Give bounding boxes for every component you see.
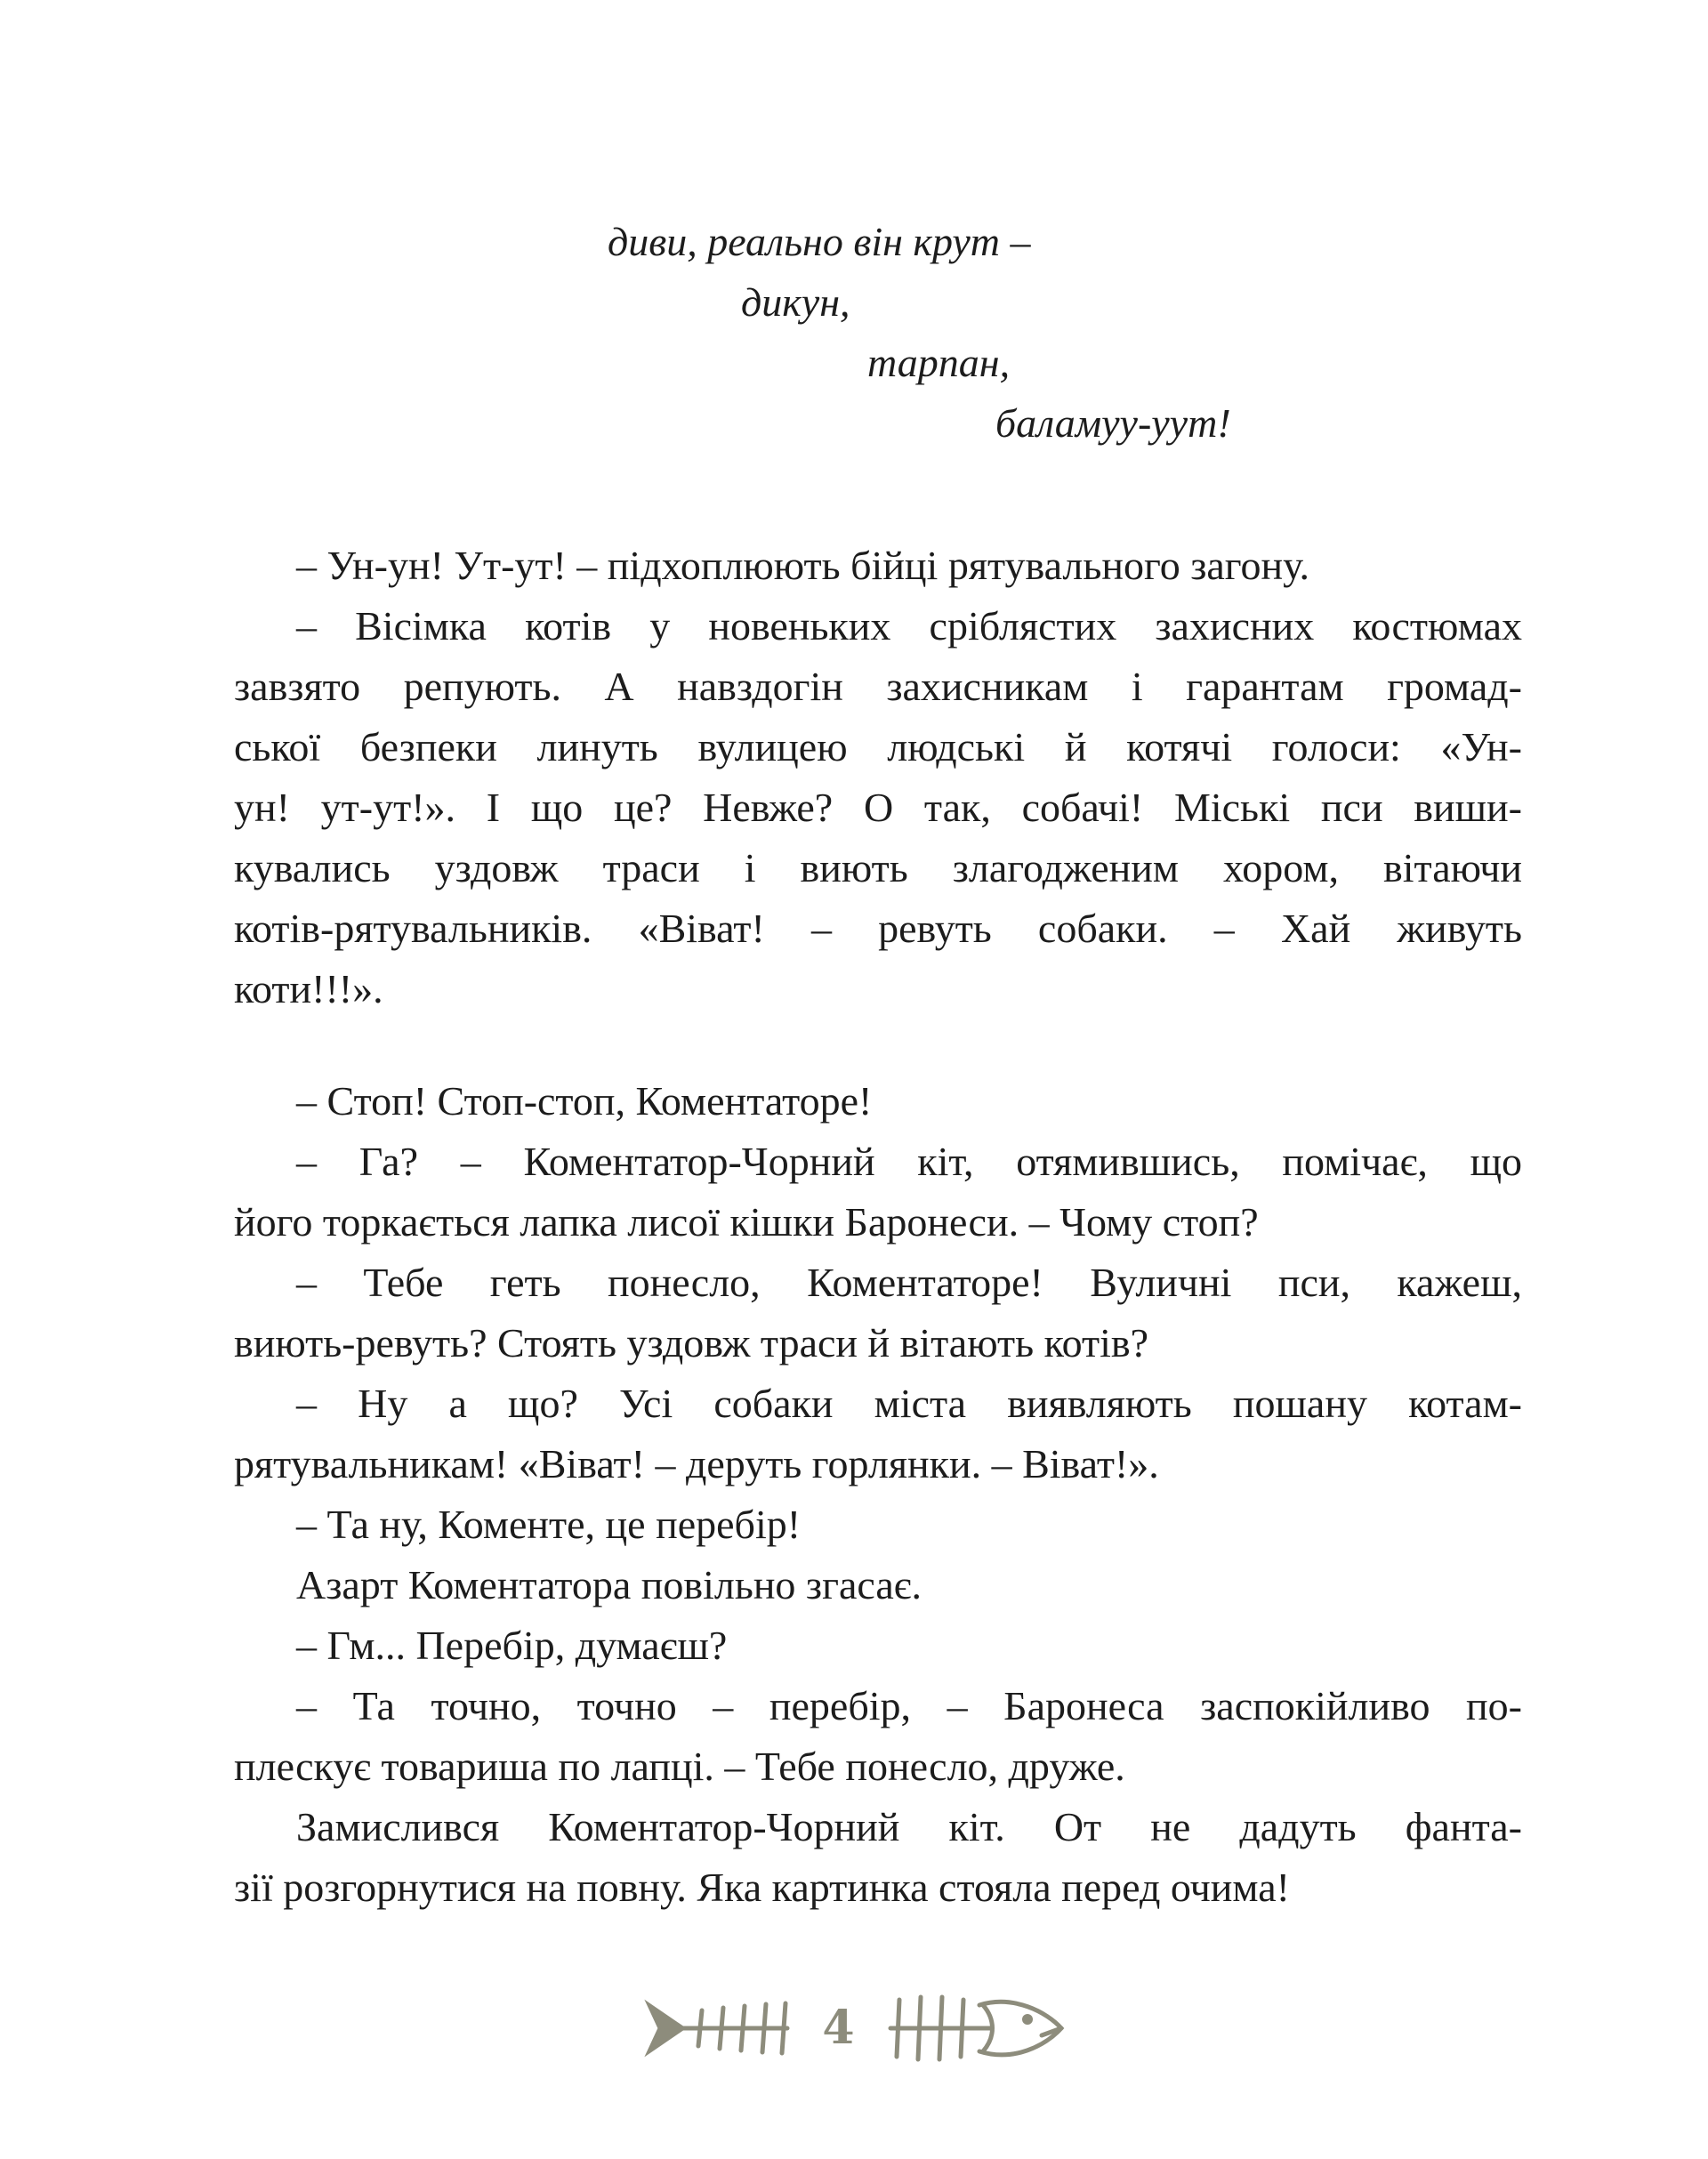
paragraph	[234, 536, 1522, 596]
text-line: Азарт Коментатора повільно згасає.	[296, 1562, 922, 1607]
paragraph	[234, 1132, 1522, 1253]
paragraph	[234, 1253, 1522, 1374]
paragraph	[234, 1555, 1522, 1615]
verse	[234, 212, 1522, 454]
text-line: виють-ревуть? Стоять уздовж траси й вітають котів?	[234, 1320, 1148, 1365]
text-line: плескує товариша по лапці. – Тебе понесло, друже.	[234, 1744, 1125, 1789]
paragraph	[234, 1797, 1522, 1918]
page-number: 4	[822, 2001, 855, 2055]
text-line: рятувальникам! «Віват! – деруть горлянки. – Віват!».	[234, 1441, 1159, 1486]
verse-line: дикун,	[741, 279, 850, 325]
text-line: котів-рятувальників. «Віват! – ревуть собаки. – Хай живуть	[234, 906, 1522, 951]
text-line: – Гм... Перебір, думаєш?	[296, 1623, 728, 1668]
paragraph	[234, 596, 1522, 1019]
paragraph	[234, 1071, 1522, 1132]
text-line: – Вісімка котів у новеньких сріблястих захисних костюмах	[296, 603, 1522, 649]
text-line: – Стоп! Стоп-стоп, Коментаторе!	[296, 1078, 873, 1124]
text-line: коти!!!».	[234, 966, 383, 1011]
paragraph	[234, 1494, 1522, 1555]
verse-line: диви, реально він крут –	[608, 219, 1031, 264]
text-line: завзято репують. А навздогін захисникам і гарантам громад-	[234, 664, 1522, 709]
text-line: – Га? – Коментатор-Чорний кіт, отямившись, помічає, що	[296, 1139, 1522, 1184]
paragraph	[234, 1676, 1522, 1797]
text-line: – Та ну, Коменте, це перебір!	[296, 1502, 802, 1547]
text-line: – Та точно, точно – перебір, – Баронеса заспокійливо по-	[296, 1683, 1522, 1728]
paragraph-gap	[234, 1019, 1522, 1071]
text-line: ської безпеки линуть вулицею людські й котячі голоси: «Ун-	[234, 724, 1522, 769]
text-line: зії розгорнутися на повну. Яка картинка стояла перед очима!	[234, 1865, 1290, 1910]
text-line: – Тебе геть понесло, Коментаторе! Вуличні пси, кажеш,	[296, 1260, 1522, 1305]
paragraphs	[234, 536, 1522, 1918]
paragraph	[234, 1615, 1522, 1676]
text-line: кувались уздовж траси і виють злагодженим хором, вітаючи	[234, 845, 1522, 890]
paragraph	[234, 1374, 1522, 1494]
text-line: ун! ут-ут!». І що це? Невже? О так, собачі! Міські пси виши-	[234, 785, 1522, 830]
fish-skeleton-head-icon	[887, 1991, 1065, 2066]
text-line: його торкається лапка лисої кішки Баронеси. – Чому стоп?	[234, 1199, 1259, 1245]
text-block	[234, 212, 1522, 1918]
footer-ornament	[0, 1991, 1708, 2066]
text-line: – Ун-ун! Ут-ут! – підхоплюють бійці рятувального загону.	[296, 543, 1310, 588]
verse-line: баламуу-уут!	[995, 400, 1231, 446]
text-line: Замислився Коментатор-Чорний кіт. От не дадуть фанта-	[296, 1804, 1522, 1849]
fish-skeleton-tail-icon	[643, 1991, 790, 2066]
verse-line: тарпан,	[867, 340, 1011, 385]
text-line: – Ну а що? Усі собаки міста виявляють пошану котам-	[296, 1381, 1522, 1426]
